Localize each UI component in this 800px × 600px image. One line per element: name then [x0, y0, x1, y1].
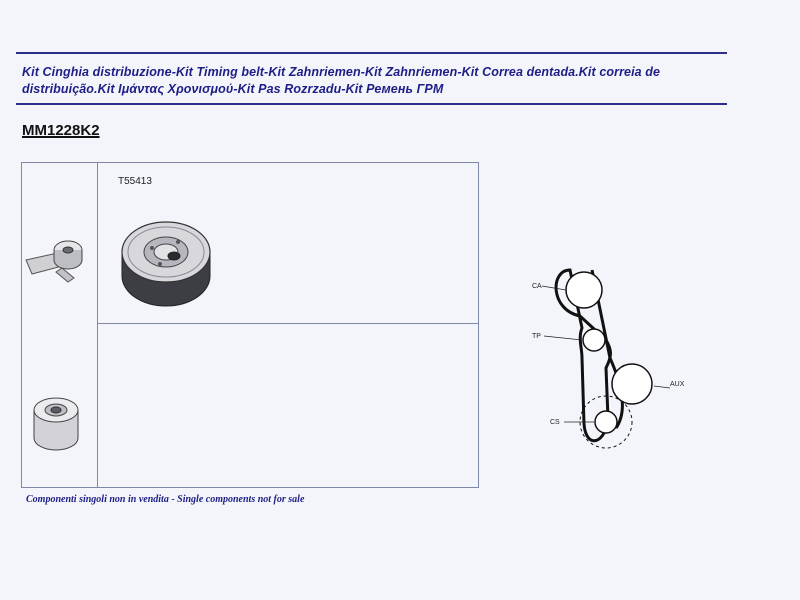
kit-code: MM1228K2	[22, 122, 100, 139]
part-code-label: T55413	[118, 176, 152, 187]
table-row-divider	[97, 323, 478, 324]
label-tp: TP	[532, 333, 541, 340]
footer-note: Componenti singoli non in vendita - Single components not for sale	[26, 494, 305, 505]
camshaft-pulley	[566, 272, 602, 308]
components-table	[21, 162, 479, 488]
belt-routing-diagram	[520, 258, 700, 458]
label-aux: AUX	[670, 381, 685, 388]
label-cs: CS	[550, 419, 560, 426]
tensioner-pulley-icon	[116, 214, 216, 312]
aux-pulley	[612, 364, 652, 404]
table-column-divider	[97, 163, 98, 487]
idler-pulley-icon	[28, 392, 84, 458]
label-ca: CA	[532, 283, 542, 290]
tensioner-pulley-with-arm-icon	[22, 230, 92, 290]
top-rule	[16, 52, 727, 54]
title-rule	[16, 103, 727, 105]
crankshaft-pulley	[595, 411, 617, 433]
tensioner-pulley	[583, 329, 605, 351]
kit-title: Kit Cinghia distribuzione-Kit Timing belt-Kit Zahnriemen-Kit Zahnriemen-Kit Correa dentada.Kit correia de distribuição.Kit Ιμάντας Χρονισμού-Kit Pas Rozrzadu-Kit Ремень ГРМ	[22, 65, 661, 96]
